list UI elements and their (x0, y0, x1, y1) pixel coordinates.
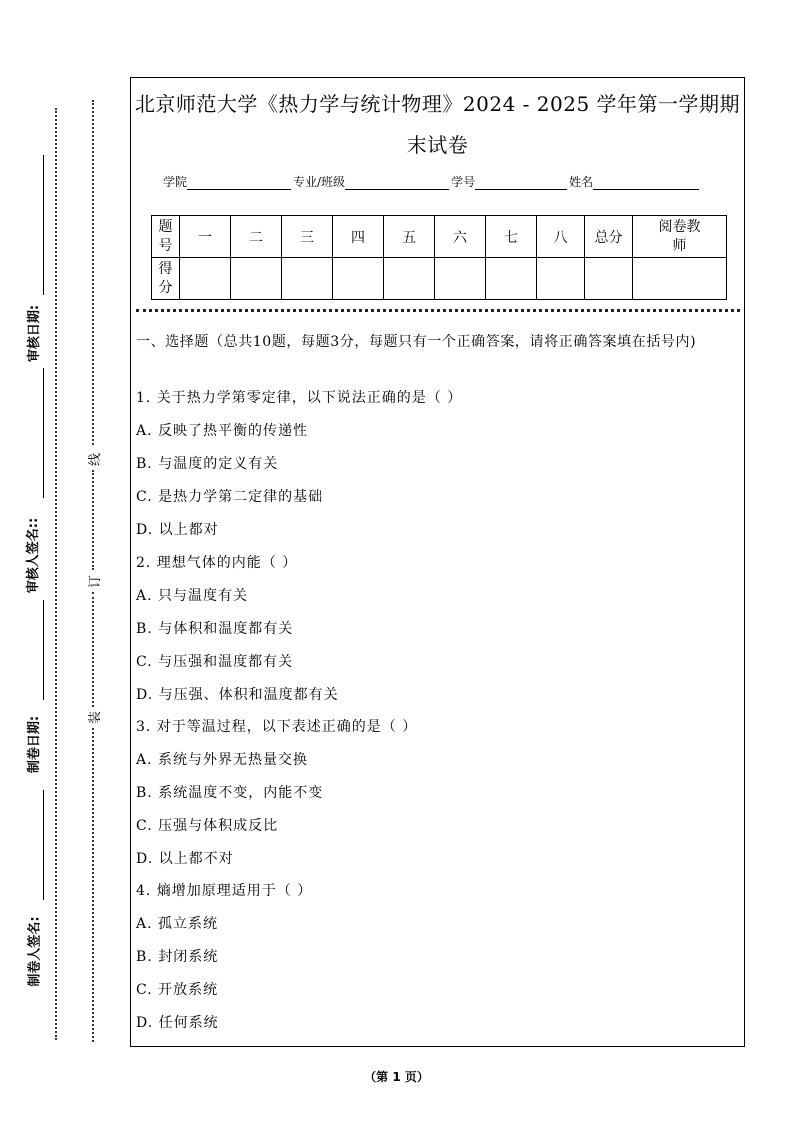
student-id-label: 学号 (451, 175, 476, 189)
review-date-line (43, 155, 44, 295)
line-char: 线 (88, 452, 104, 467)
paper-date-line (43, 600, 44, 700)
question-1-option-d: D. 以上都对 (136, 522, 219, 538)
col-grader: 阅卷教师 (633, 216, 727, 258)
question-4-stem: 4. 熵增加原理适用于（ ） (136, 883, 313, 899)
score-cell[interactable] (231, 258, 282, 300)
review-date-label: 审核日期: (27, 304, 43, 363)
inner-dotted-line-4 (92, 728, 94, 1042)
score-table (151, 215, 727, 300)
inner-dotted-line-3 (92, 592, 94, 707)
student-id-field[interactable] (475, 175, 567, 190)
col-7: 七 (486, 216, 537, 258)
score-cell[interactable] (633, 258, 727, 300)
reviewer-signature-line (43, 368, 44, 498)
reviewer-signature-label: 审核人签名:: (26, 517, 42, 594)
section-divider (136, 309, 740, 312)
question-2-stem: 2. 理想气体的内能（ ） (136, 555, 298, 571)
page-number: （第 1 页） (364, 1070, 429, 1084)
inner-dotted-line-1 (92, 100, 94, 445)
question-number-header: 题号 (152, 216, 180, 258)
score-cell[interactable] (282, 258, 333, 300)
question-3-option-b: B. 系统温度不变，内能不变 (136, 785, 324, 801)
question-2-option-b: B. 与体积和温度都有关 (136, 621, 294, 637)
col-1: 一 (180, 216, 231, 258)
paper-maker-signature-label: 制卷人签名: (27, 916, 43, 987)
inner-dotted-line-2 (92, 470, 94, 570)
col-5: 五 (384, 216, 435, 258)
question-4-option-d: D. 任何系统 (136, 1015, 219, 1031)
score-cell[interactable] (585, 258, 633, 300)
question-3-stem: 3. 对于等温过程，以下表述正确的是（ ） (136, 719, 418, 735)
exam-title-line1: 北京师范大学《热力学与统计物理》2024 - 2025 学年第一学期期 (134, 92, 741, 116)
score-row-label: 得分 (152, 258, 180, 300)
score-cell[interactable] (537, 258, 585, 300)
student-info-row (163, 173, 701, 190)
score-cell[interactable] (333, 258, 384, 300)
college-label: 学院 (163, 175, 188, 189)
name-field[interactable] (593, 175, 699, 190)
col-6: 六 (435, 216, 486, 258)
question-3-option-a: A. 系统与外界无热量交换 (136, 752, 309, 768)
paper-date-label: 制卷日期: (27, 715, 43, 774)
major-class-label: 专业/班级 (293, 175, 346, 189)
col-2: 二 (231, 216, 282, 258)
question-1-stem: 1. 关于热力学第零定律，以下说法正确的是（ ） (136, 390, 463, 406)
question-4-option-c: C. 开放系统 (136, 982, 219, 998)
question-4-option-b: B. 封闭系统 (136, 949, 219, 965)
exam-title-line2: 末试卷 (406, 133, 469, 157)
name-label: 姓名 (569, 175, 594, 189)
paper-maker-signature-line (43, 790, 44, 900)
question-2-option-a: A. 只与温度有关 (136, 588, 249, 604)
question-2-option-c: C. 与压强和温度都有关 (136, 654, 294, 670)
col-total: 总分 (585, 216, 633, 258)
score-cell[interactable] (180, 258, 231, 300)
score-table-score-row (152, 258, 727, 300)
order-char: 订 (88, 574, 104, 589)
outer-dotted-line (55, 108, 57, 1040)
score-cell[interactable] (384, 258, 435, 300)
question-1-option-a: A. 反映了热平衡的传递性 (136, 423, 309, 439)
score-table-header-row (152, 216, 727, 258)
question-1-option-c: C. 是热力学第二定律的基础 (136, 489, 324, 505)
col-4: 四 (333, 216, 384, 258)
question-3-option-c: C. 压强与体积成反比 (136, 818, 279, 834)
major-class-field[interactable] (345, 175, 449, 190)
col-8: 八 (537, 216, 585, 258)
question-4-option-a: A. 孤立系统 (136, 916, 219, 932)
college-field[interactable] (187, 175, 291, 190)
question-3-option-d: D. 以上都不对 (136, 851, 234, 867)
score-cell[interactable] (435, 258, 486, 300)
question-2-option-d: D. 与压强、体积和温度都有关 (136, 687, 339, 703)
score-cell[interactable] (486, 258, 537, 300)
col-3: 三 (282, 216, 333, 258)
section-heading: 一、选择题（总共10题，每题3分，每题只有一个正确答案，请将正确答案填在括号内) (136, 334, 697, 350)
bind-char: 装 (88, 710, 104, 725)
question-1-option-b: B. 与温度的定义有关 (136, 456, 279, 472)
